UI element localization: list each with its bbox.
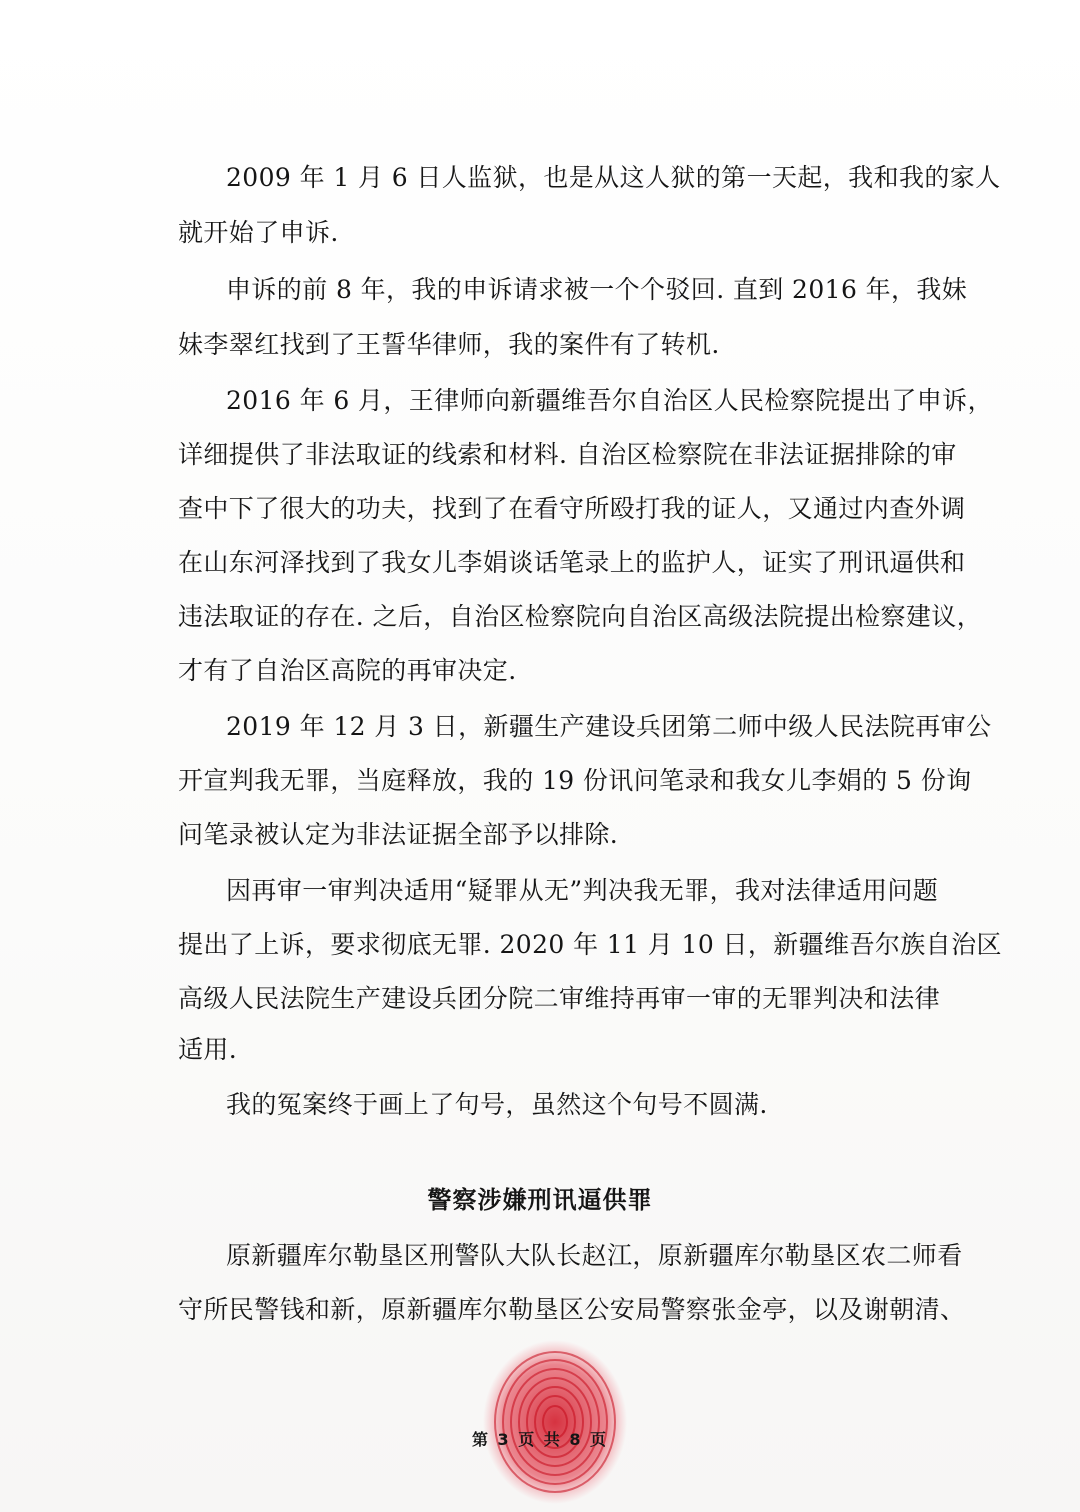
text-line: 我的冤案终于画上了句号，虽然这个句号不圆满. <box>226 1090 768 1119</box>
section-heading: 警察涉嫌刑讯逼供罪 <box>427 1186 653 1214</box>
text-line: 提出了上诉，要求彻底无罪. 2020 年 11 月 10 日，新疆维吾尔族自治区 <box>178 930 1002 959</box>
text-line: 2016 年 6 月，王律师向新疆维吾尔自治区人民检察院提出了申诉， <box>226 386 993 415</box>
text-line: 2009 年 1 月 6 日人监狱，也是从这人狱的第一天起，我和我的家人 <box>226 163 1001 192</box>
text-line: 原新疆库尔勒垦区刑警队大队长赵江，原新疆库尔勒垦区农二师看 <box>226 1241 963 1270</box>
text-line: 就开始了申诉. <box>178 218 339 247</box>
page-number: 第 3 页 共 8 页 <box>471 1430 609 1449</box>
fingerprint-stamp <box>470 1330 640 1510</box>
text-line: 守所民警钱和新，原新疆库尔勒垦区公安局警察张金亭，以及谢朝清、 <box>178 1295 966 1324</box>
text-line: 问笔录被认定为非法证据全部予以排除. <box>178 820 619 849</box>
text-line: 查中下了很大的功夫，找到了在看守所殴打我的证人，又通过内查外调 <box>178 494 966 523</box>
text-line: 妹李翠红找到了王誓华律师，我的案件有了转机. <box>178 330 720 359</box>
text-line: 因再审一审判决适用“疑罪从无”判决我无罪，我对法律适用问题 <box>226 876 939 905</box>
text-line: 高级人民法院生产建设兵团分院二审维持再审一审的无罪判决和法律 <box>178 984 941 1013</box>
text-line: 适用. <box>178 1035 238 1064</box>
text-line: 开宣判我无罪，当庭释放，我的 19 份讯问笔录和我女儿李娟的 5 份询 <box>178 766 972 795</box>
text-line: 才有了自治区高院的再审决定. <box>178 656 517 685</box>
text-line: 违法取证的存在. 之后，自治区检察院向自治区高级法院提出检察建议， <box>178 602 983 631</box>
text-line: 详细提供了非法取证的线索和材料. 自治区检察院在非法证据排除的审 <box>178 440 957 469</box>
text-line: 2019 年 12 月 3 日，新疆生产建设兵团第二师中级人民法院再审公 <box>226 712 992 741</box>
text-line: 申诉的前 8 年，我的申诉请求被一个个驳回. 直到 2016 年，我妹 <box>226 275 968 304</box>
text-line: 在山东河泽找到了我女儿李娟谈话笔录上的监护人，证实了刑讯逼供和 <box>178 548 966 577</box>
